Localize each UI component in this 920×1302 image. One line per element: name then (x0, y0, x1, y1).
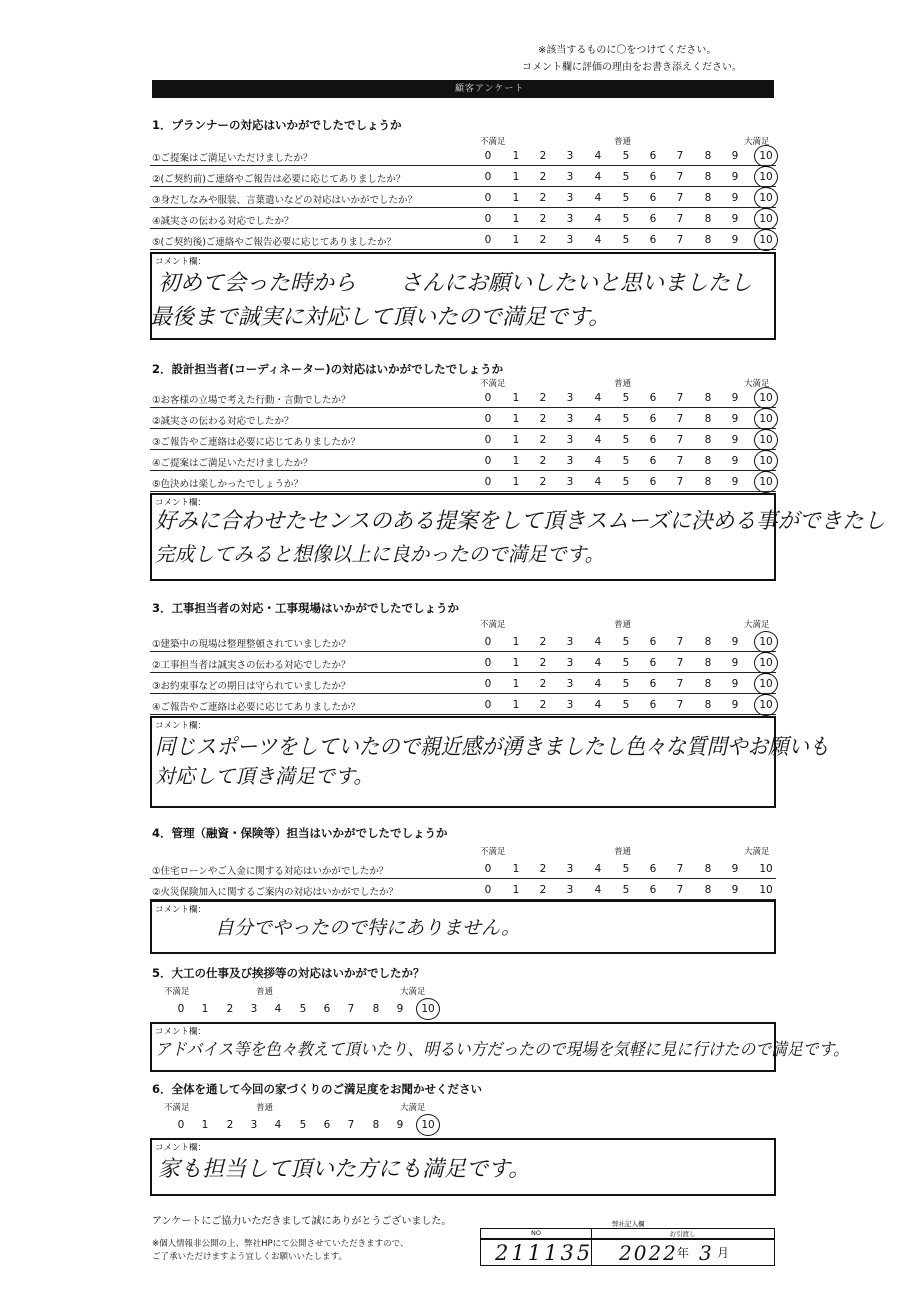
rating-option-5[interactable]: 5 (622, 636, 630, 648)
rating-option-7[interactable]: 7 (347, 1003, 355, 1015)
stamp-divider (481, 1239, 774, 1240)
rating-option-0[interactable]: 0 (484, 234, 492, 246)
comment-label: コメント欄： (155, 1027, 207, 1037)
rating-option-8[interactable]: 8 (704, 213, 712, 225)
rating-option-5[interactable]: 5 (299, 1003, 307, 1015)
question-label: ④ご提案はご満足いただけましたか？ (152, 458, 313, 469)
scale-low-label: 不満足 (480, 847, 506, 857)
rating-option-4[interactable]: 4 (274, 1003, 282, 1015)
question-row-divider (150, 714, 776, 715)
scale-mid-label: 普通 (256, 1103, 274, 1113)
office-use-box (480, 1228, 775, 1266)
rating-option-3[interactable]: 3 (566, 413, 574, 425)
rating-option-3[interactable]: 3 (566, 150, 574, 162)
rating-option-0[interactable]: 0 (484, 678, 492, 690)
question-label: ①お客様の立場で考えた行動・言動でしたか？ (152, 395, 351, 406)
rating-option-10[interactable]: 10 (756, 192, 776, 204)
rating-option-10[interactable]: 10 (418, 1119, 438, 1131)
rating-option-5[interactable]: 5 (622, 413, 630, 425)
comment-label: コメント欄： (155, 498, 207, 508)
scale-high-label: 大満足 (744, 379, 770, 389)
rating-option-1[interactable]: 1 (512, 678, 520, 690)
question-row-divider (150, 249, 776, 250)
scale-mid-label: 普通 (256, 987, 274, 997)
rating-option-5[interactable]: 5 (622, 392, 630, 404)
rating-option-8[interactable]: 8 (704, 150, 712, 162)
scale-mid-label: 普通 (614, 379, 632, 389)
rating-option-0[interactable]: 0 (484, 884, 492, 896)
header-bar-label: 顧客アンケート (455, 84, 525, 94)
handwritten-comment-line: 完成してみると想像以上に良かったので満足です。 (155, 542, 605, 566)
year-unit: 年 (677, 1246, 690, 1260)
rating-option-9[interactable]: 9 (731, 884, 739, 896)
rating-option-3[interactable]: 3 (250, 1003, 258, 1015)
rating-option-7[interactable]: 7 (676, 678, 684, 690)
rating-option-5[interactable]: 5 (622, 455, 630, 467)
rating-option-7[interactable]: 7 (676, 636, 684, 648)
rating-option-9[interactable]: 9 (731, 234, 739, 246)
question-row-divider (150, 491, 776, 492)
rating-option-5[interactable]: 5 (622, 476, 630, 488)
rating-option-6[interactable]: 6 (649, 699, 657, 711)
rating-option-2[interactable]: 2 (539, 678, 547, 690)
rating-option-6[interactable]: 6 (649, 455, 657, 467)
question-row-divider (150, 165, 776, 166)
scale-low-label: 不満足 (480, 620, 506, 630)
rating-option-1[interactable]: 1 (512, 392, 520, 404)
rating-option-3[interactable]: 3 (566, 213, 574, 225)
rating-option-1[interactable]: 1 (201, 1119, 209, 1131)
rating-option-3[interactable]: 3 (566, 171, 574, 183)
rating-option-4[interactable]: 4 (594, 234, 602, 246)
rating-option-5[interactable]: 5 (622, 150, 630, 162)
handover-year: 2022 (619, 1241, 678, 1265)
rating-option-1[interactable]: 1 (512, 476, 520, 488)
rating-option-5[interactable]: 5 (622, 884, 630, 896)
handwritten-comment-line: 好みに合わせたセンスのある提案をして頂きスムーズに決める事ができたし (155, 509, 886, 534)
rating-option-2[interactable]: 2 (539, 150, 547, 162)
question-label: ②火災保険加入に関するご案内の対応はいかがでしたか？ (152, 887, 399, 898)
rating-option-1[interactable]: 1 (201, 1003, 209, 1015)
customer-number: 211135 (495, 1241, 594, 1265)
rating-option-8[interactable]: 8 (372, 1003, 380, 1015)
rating-option-0[interactable]: 0 (484, 455, 492, 467)
rating-option-0[interactable]: 0 (484, 699, 492, 711)
rating-option-8[interactable]: 8 (704, 636, 712, 648)
question-label: ①ご提案はご満足いただけましたか？ (152, 153, 313, 164)
rating-option-9[interactable]: 9 (731, 434, 739, 446)
rating-option-3[interactable]: 3 (566, 455, 574, 467)
rating-option-8[interactable]: 8 (704, 678, 712, 690)
rating-option-8[interactable]: 8 (704, 392, 712, 404)
rating-option-1[interactable]: 1 (512, 192, 520, 204)
rating-option-9[interactable]: 9 (731, 455, 739, 467)
rating-option-6[interactable]: 6 (649, 657, 657, 669)
question-row-divider (150, 407, 776, 408)
rating-option-10[interactable]: 10 (756, 434, 776, 446)
rating-option-10[interactable]: 10 (756, 678, 776, 690)
rating-option-0[interactable]: 0 (484, 171, 492, 183)
rating-option-2[interactable]: 2 (226, 1119, 234, 1131)
rating-option-1[interactable]: 1 (512, 863, 520, 875)
rating-option-9[interactable]: 9 (731, 699, 739, 711)
rating-option-2[interactable]: 2 (539, 863, 547, 875)
rating-option-1[interactable]: 1 (512, 657, 520, 669)
handwritten-comment-line: 対応して頂き満足です。 (155, 764, 374, 788)
rating-option-6[interactable]: 6 (649, 150, 657, 162)
rating-option-8[interactable]: 8 (704, 699, 712, 711)
question-row-divider (150, 428, 776, 429)
rating-option-3[interactable]: 3 (566, 636, 574, 648)
handwritten-comment-line: 自分でやったので特にありません。 (215, 917, 521, 939)
question-row-divider (150, 672, 776, 673)
section-3-title: 3．工事担当者の対応・工事現場はいかがでしたでしょうか (152, 601, 459, 615)
rating-option-1[interactable]: 1 (512, 413, 520, 425)
rating-option-8[interactable]: 8 (704, 455, 712, 467)
question-row-divider (150, 878, 776, 879)
rating-option-0[interactable]: 0 (484, 392, 492, 404)
rating-option-1[interactable]: 1 (512, 455, 520, 467)
rating-option-9[interactable]: 9 (731, 678, 739, 690)
rating-option-6[interactable]: 6 (649, 476, 657, 488)
rating-option-4[interactable]: 4 (594, 476, 602, 488)
scale-high-label: 大満足 (400, 1103, 426, 1113)
question-label: ②工事担当者は誠実さの伝わる対応でしたか？ (152, 660, 351, 671)
handwritten-comment-line: 家も担当して頂いた方にも満足です。 (158, 1157, 531, 1182)
rating-option-5[interactable]: 5 (622, 171, 630, 183)
rating-option-3[interactable]: 3 (566, 434, 574, 446)
no-label: NO (481, 1229, 591, 1239)
rating-option-7[interactable]: 7 (676, 392, 684, 404)
rating-option-4[interactable]: 4 (594, 392, 602, 404)
rating-option-10[interactable]: 10 (756, 171, 776, 183)
rating-option-9[interactable]: 9 (731, 657, 739, 669)
handwritten-comment-line: 同じスポーツをしていたので親近感が湧きましたし色々な質問やお願いも (155, 735, 830, 760)
rating-option-6[interactable]: 6 (649, 234, 657, 246)
rating-option-6[interactable]: 6 (649, 863, 657, 875)
question-row-divider (150, 470, 776, 471)
rating-option-5[interactable]: 5 (299, 1119, 307, 1131)
rating-option-10[interactable]: 10 (756, 636, 776, 648)
rating-option-6[interactable]: 6 (649, 636, 657, 648)
rating-option-6[interactable]: 6 (649, 413, 657, 425)
rating-option-10[interactable]: 10 (759, 884, 773, 896)
rating-option-1[interactable]: 1 (512, 434, 520, 446)
question-label: ②誠実さの伝わる対応でしたか？ (152, 416, 294, 427)
rating-option-3[interactable]: 3 (566, 657, 574, 669)
question-label: ④誠実さの伝わる対応でしたか？ (152, 216, 294, 227)
rating-option-5[interactable]: 5 (622, 234, 630, 246)
rating-option-5[interactable]: 5 (622, 434, 630, 446)
rating-option-10[interactable]: 10 (756, 413, 776, 425)
rating-option-2[interactable]: 2 (539, 884, 547, 896)
rating-option-7[interactable]: 7 (676, 863, 684, 875)
rating-option-6[interactable]: 6 (323, 1003, 331, 1015)
rating-option-4[interactable]: 4 (594, 678, 602, 690)
rating-option-9[interactable]: 9 (731, 213, 739, 225)
rating-option-6[interactable]: 6 (323, 1119, 331, 1131)
question-label: ②(ご契約前)ご連絡やご報告は必要に応じてありましたか？ (152, 174, 406, 185)
rating-option-5[interactable]: 5 (622, 678, 630, 690)
rating-option-9[interactable]: 9 (731, 636, 739, 648)
handover-month: 3 (699, 1241, 712, 1265)
question-label: ①建築中の現場は整理整頓されていましたか？ (152, 639, 351, 650)
rating-option-6[interactable]: 6 (649, 884, 657, 896)
question-row-divider (150, 449, 776, 450)
privacy-note-2: ご了承いただけますよう宜しくお願いいたします。 (152, 1252, 347, 1262)
rating-option-9[interactable]: 9 (731, 192, 739, 204)
privacy-note-1: ※個人情報非公開の上、弊社HPにて公開させていただきますので、 (152, 1239, 409, 1249)
question-row-divider (150, 207, 776, 208)
rating-option-4[interactable]: 4 (274, 1119, 282, 1131)
rating-option-2[interactable]: 2 (539, 455, 547, 467)
rating-option-4[interactable]: 4 (594, 699, 602, 711)
rating-option-4[interactable]: 4 (594, 863, 602, 875)
rating-option-7[interactable]: 7 (676, 150, 684, 162)
rating-option-7[interactable]: 7 (676, 476, 684, 488)
scale-mid-label: 普通 (614, 620, 632, 630)
rating-option-7[interactable]: 7 (676, 413, 684, 425)
rating-option-9[interactable]: 9 (396, 1119, 404, 1131)
rating-option-2[interactable]: 2 (539, 636, 547, 648)
rating-option-10[interactable]: 10 (756, 657, 776, 669)
rating-option-1[interactable]: 1 (512, 213, 520, 225)
rating-option-10[interactable]: 10 (756, 150, 776, 162)
rating-option-8[interactable]: 8 (704, 234, 712, 246)
rating-option-10[interactable]: 10 (756, 213, 776, 225)
rating-option-0[interactable]: 0 (484, 863, 492, 875)
rating-option-7[interactable]: 7 (676, 192, 684, 204)
rating-option-4[interactable]: 4 (594, 192, 602, 204)
rating-option-4[interactable]: 4 (594, 150, 602, 162)
rating-option-3[interactable]: 3 (566, 884, 574, 896)
handwritten-comment-line: アドバイス等を色々教えて頂いたり、明るい方だったので現場を気軽に見に行けたので満足です。 (155, 1040, 849, 1060)
rating-option-8[interactable]: 8 (704, 476, 712, 488)
rating-option-5[interactable]: 5 (622, 213, 630, 225)
rating-option-3[interactable]: 3 (566, 699, 574, 711)
rating-option-3[interactable]: 3 (566, 392, 574, 404)
rating-option-4[interactable]: 4 (594, 213, 602, 225)
instruction-note-1: ※該当するものに〇をつけてください。 (538, 45, 717, 56)
rating-option-2[interactable]: 2 (539, 392, 547, 404)
rating-option-9[interactable]: 9 (731, 413, 739, 425)
scale-mid-label: 普通 (614, 847, 632, 857)
rating-option-1[interactable]: 1 (512, 884, 520, 896)
question-label: ⑤色決めは楽しかったでしょうか？ (152, 479, 304, 490)
rating-option-3[interactable]: 3 (566, 678, 574, 690)
rating-option-7[interactable]: 7 (347, 1119, 355, 1131)
rating-option-2[interactable]: 2 (539, 413, 547, 425)
rating-option-10[interactable]: 10 (756, 476, 776, 488)
rating-option-1[interactable]: 1 (512, 234, 520, 246)
rating-option-9[interactable]: 9 (396, 1003, 404, 1015)
rating-option-1[interactable]: 1 (512, 171, 520, 183)
rating-option-10[interactable]: 10 (756, 234, 776, 246)
rating-option-5[interactable]: 5 (622, 657, 630, 669)
rating-option-3[interactable]: 3 (566, 863, 574, 875)
question-row-divider (150, 186, 776, 187)
rating-option-0[interactable]: 0 (484, 636, 492, 648)
comment-label: コメント欄： (155, 1143, 207, 1153)
rating-option-1[interactable]: 1 (512, 150, 520, 162)
rating-option-2[interactable]: 2 (226, 1003, 234, 1015)
section-1-title: 1．プランナーの対応はいかがでしたでしょうか (152, 118, 402, 132)
rating-option-4[interactable]: 4 (594, 434, 602, 446)
question-label: ⑤(ご契約後)ご連絡やご報告必要に応じてありましたか？ (152, 237, 396, 248)
rating-option-10[interactable]: 10 (418, 1003, 438, 1015)
rating-option-6[interactable]: 6 (649, 192, 657, 204)
rating-option-4[interactable]: 4 (594, 413, 602, 425)
rating-option-2[interactable]: 2 (539, 213, 547, 225)
rating-option-3[interactable]: 3 (250, 1119, 258, 1131)
rating-option-8[interactable]: 8 (704, 192, 712, 204)
rating-option-0[interactable]: 0 (484, 476, 492, 488)
rating-option-9[interactable]: 9 (731, 476, 739, 488)
rating-option-9[interactable]: 9 (731, 863, 739, 875)
rating-option-8[interactable]: 8 (704, 171, 712, 183)
thanks-text: アンケートにご協力いただきまして誠にありがとうございました。 (152, 1216, 452, 1227)
question-label: ③お約束事などの期日は守られていましたか？ (152, 681, 351, 692)
rating-option-1[interactable]: 1 (512, 699, 520, 711)
rating-option-4[interactable]: 4 (594, 636, 602, 648)
office-use-label: 弊社記入欄 (612, 1220, 645, 1228)
rating-option-9[interactable]: 9 (731, 150, 739, 162)
rating-option-0[interactable]: 0 (177, 1003, 185, 1015)
rating-option-2[interactable]: 2 (539, 171, 547, 183)
rating-option-10[interactable]: 10 (759, 863, 773, 875)
rating-option-0[interactable]: 0 (484, 657, 492, 669)
rating-option-8[interactable]: 8 (704, 884, 712, 896)
handover-label: お引渡し (591, 1229, 774, 1239)
rating-option-9[interactable]: 9 (731, 171, 739, 183)
rating-option-4[interactable]: 4 (594, 455, 602, 467)
rating-option-6[interactable]: 6 (649, 171, 657, 183)
rating-option-0[interactable]: 0 (177, 1119, 185, 1131)
rating-option-7[interactable]: 7 (676, 699, 684, 711)
scale-low-label: 不満足 (164, 987, 190, 997)
scale-high-label: 大満足 (744, 137, 770, 147)
rating-option-7[interactable]: 7 (676, 213, 684, 225)
question-label: ①住宅ローンやご入金に関する対応はいかがでしたか？ (152, 866, 389, 877)
rating-option-7[interactable]: 7 (676, 234, 684, 246)
rating-option-7[interactable]: 7 (676, 455, 684, 467)
rating-option-8[interactable]: 8 (704, 863, 712, 875)
scale-mid-label: 普通 (614, 137, 632, 147)
rating-option-3[interactable]: 3 (566, 192, 574, 204)
rating-option-8[interactable]: 8 (704, 413, 712, 425)
section-5-title: 5．大工の仕事及び挨拶等の対応はいかがでしたか？ (152, 966, 425, 980)
rating-option-1[interactable]: 1 (512, 636, 520, 648)
rating-option-7[interactable]: 7 (676, 657, 684, 669)
question-label: ③身だしなみや服装、言葉遣いなどの対応はいかがでしたか？ (152, 195, 418, 206)
rating-option-5[interactable]: 5 (622, 699, 630, 711)
rating-option-2[interactable]: 2 (539, 192, 547, 204)
scale-high-label: 大満足 (400, 987, 426, 997)
handwritten-comment-line: 初めて会った時から さんにお願いしたいと思いましたし (158, 271, 753, 296)
rating-option-10[interactable]: 10 (756, 699, 776, 711)
rating-option-7[interactable]: 7 (676, 434, 684, 446)
section-4-title: 4．管理（融資・保険等）担当はいかがでしたでしょうか (152, 826, 448, 840)
rating-option-8[interactable]: 8 (704, 434, 712, 446)
rating-option-3[interactable]: 3 (566, 476, 574, 488)
rating-option-2[interactable]: 2 (539, 234, 547, 246)
rating-option-2[interactable]: 2 (539, 434, 547, 446)
rating-option-2[interactable]: 2 (539, 476, 547, 488)
rating-option-6[interactable]: 6 (649, 434, 657, 446)
question-row-divider (150, 228, 776, 229)
scale-high-label: 大満足 (744, 620, 770, 630)
rating-option-4[interactable]: 4 (594, 657, 602, 669)
month-unit: 月 (717, 1246, 730, 1260)
rating-option-10[interactable]: 10 (756, 392, 776, 404)
scale-high-label: 大満足 (744, 847, 770, 857)
rating-option-8[interactable]: 8 (704, 657, 712, 669)
comment-label: コメント欄： (155, 257, 207, 267)
rating-option-7[interactable]: 7 (676, 884, 684, 896)
rating-option-6[interactable]: 6 (649, 213, 657, 225)
question-label: ③ご報告やご連絡は必要に応じてありましたか？ (152, 437, 361, 448)
instruction-note-2: コメント欄に評価の理由をお書き添えください。 (522, 62, 742, 73)
section-2-title: 2．設計担当者(コーディネーター)の対応はいかがでしたでしょうか (152, 362, 504, 376)
rating-option-2[interactable]: 2 (539, 699, 547, 711)
scale-low-label: 不満足 (480, 379, 506, 389)
rating-option-5[interactable]: 5 (622, 192, 630, 204)
rating-option-0[interactable]: 0 (484, 434, 492, 446)
rating-option-9[interactable]: 9 (731, 392, 739, 404)
rating-option-4[interactable]: 4 (594, 884, 602, 896)
rating-option-4[interactable]: 4 (594, 171, 602, 183)
rating-option-6[interactable]: 6 (649, 678, 657, 690)
handwritten-comment-line: 最後まで誠実に対応して頂いたので満足です。 (150, 305, 611, 330)
rating-option-8[interactable]: 8 (372, 1119, 380, 1131)
comment-label: コメント欄： (155, 721, 207, 731)
rating-option-10[interactable]: 10 (756, 455, 776, 467)
rating-option-7[interactable]: 7 (676, 171, 684, 183)
rating-option-0[interactable]: 0 (484, 150, 492, 162)
scale-low-label: 不満足 (480, 137, 506, 147)
question-label: ④ご報告やご連絡は必要に応じてありましたか？ (152, 702, 361, 713)
scale-low-label: 不満足 (164, 1103, 190, 1113)
question-row-divider (150, 651, 776, 652)
rating-option-0[interactable]: 0 (484, 413, 492, 425)
rating-option-5[interactable]: 5 (622, 863, 630, 875)
rating-option-6[interactable]: 6 (649, 392, 657, 404)
question-row-divider (150, 693, 776, 694)
rating-option-3[interactable]: 3 (566, 234, 574, 246)
rating-option-2[interactable]: 2 (539, 657, 547, 669)
rating-option-0[interactable]: 0 (484, 192, 492, 204)
rating-option-0[interactable]: 0 (484, 213, 492, 225)
comment-label: コメント欄： (155, 905, 207, 915)
section-6-title: 6．全体を通して今回の家づくりのご満足度をお聞かせください (152, 1082, 482, 1096)
